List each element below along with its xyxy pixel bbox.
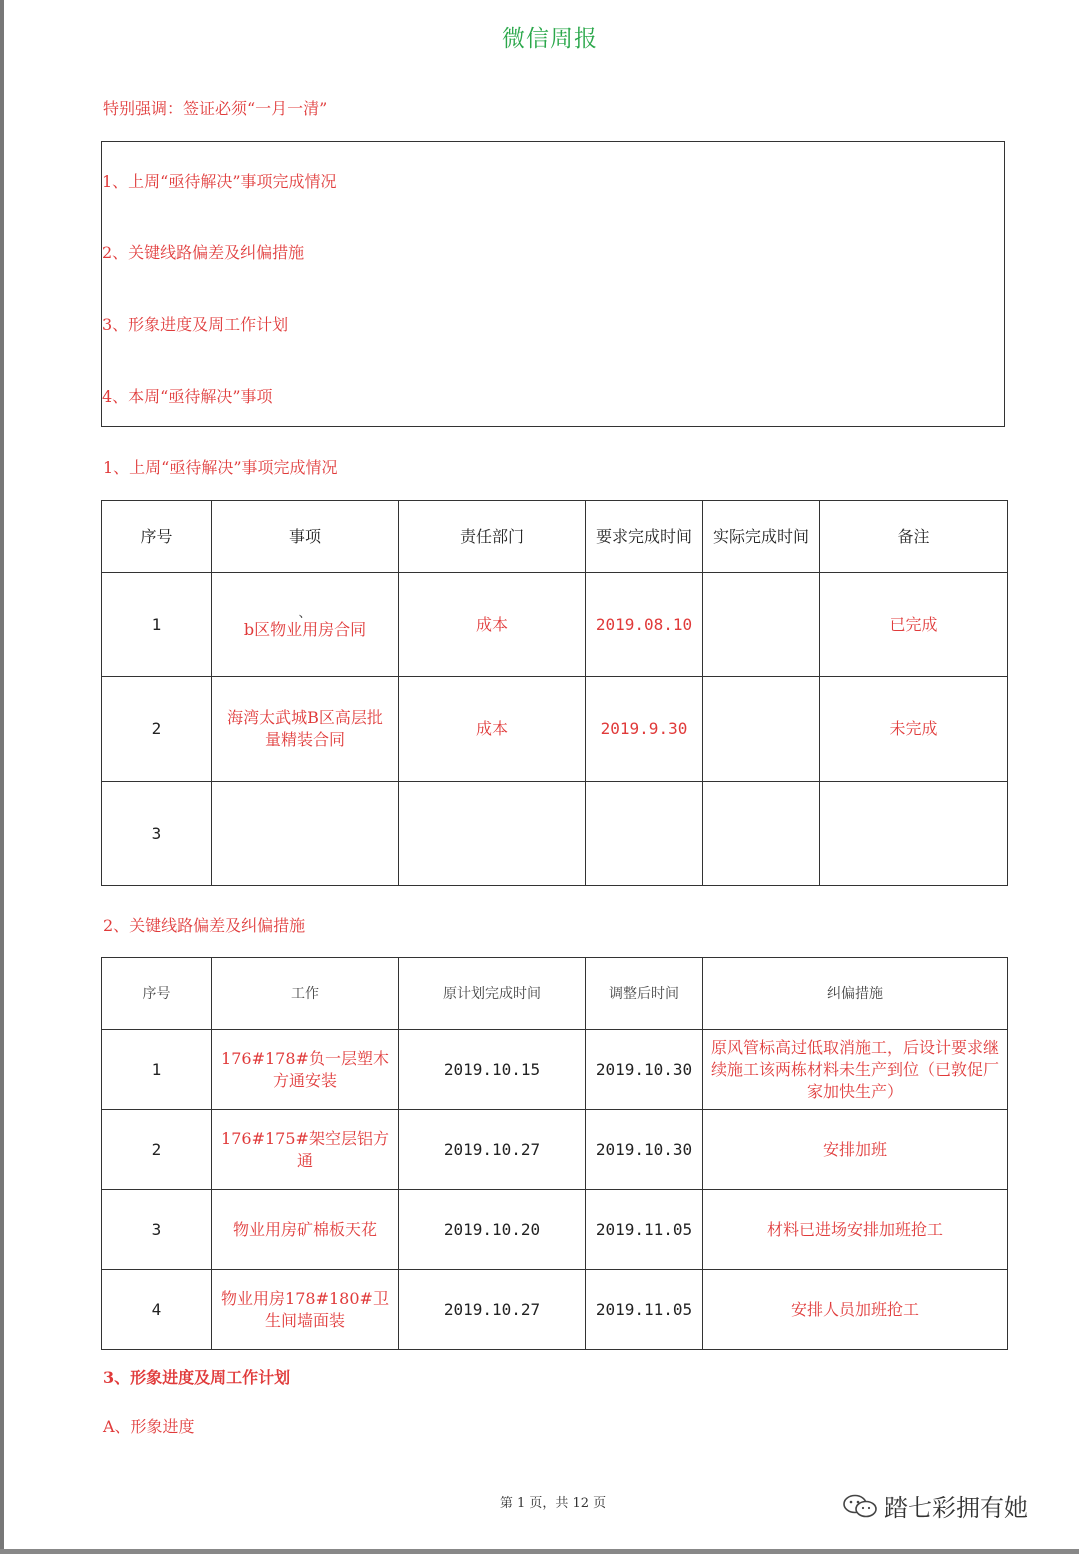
watermark-text: 踏七彩拥有她 — [884, 1494, 1028, 1522]
stray-mark: 、 — [298, 605, 312, 621]
row-number: 2 — [102, 677, 212, 782]
table-header-row — [102, 501, 1008, 573]
header-cell: 序号 — [102, 958, 212, 1030]
row-number: 3 — [102, 782, 212, 886]
measure-cell: 原风管标高过低取消施工，后设计要求继续施工该两栋材料未生产到位（已敦促厂家加快生产） — [703, 1030, 1008, 1110]
row-number: 2 — [102, 1110, 212, 1190]
planned-date-cell: 2019.10.27 — [399, 1110, 586, 1190]
page-bottom-edge — [0, 1549, 1079, 1554]
item-cell — [212, 782, 399, 886]
deviation-table — [101, 957, 1008, 1350]
table-row — [102, 1190, 1008, 1270]
header-cell: 序号 — [102, 501, 212, 573]
header-cell: 要求完成时间 — [586, 501, 703, 573]
page-title: 微信周报 — [502, 26, 598, 52]
adjusted-date-cell: 2019.10.30 — [586, 1110, 703, 1190]
header-cell: 事项 — [212, 501, 399, 573]
header-cell: 责任部门 — [399, 501, 586, 573]
row-number: 4 — [102, 1270, 212, 1350]
dept-cell: 成本 — [399, 573, 586, 677]
actual-date-cell — [703, 573, 820, 677]
section1-heading: 1、上周“亟待解决”事项完成情况 — [103, 458, 338, 477]
item-cell: 海湾太武城B区高层批量精装合同 — [212, 677, 399, 782]
header-cell: 实际完成时间 — [703, 501, 820, 573]
page-footer: 第 1 页，共 12 页 — [499, 1496, 607, 1511]
work-cell: 物业用房178#180#卫生间墙面装 — [212, 1270, 399, 1350]
table-row — [102, 573, 1008, 677]
section2-heading: 2、关键线路偏差及纠偏措施 — [103, 916, 306, 935]
toc-item-3: 3、形象进度及周工作计划 — [102, 315, 289, 334]
pending-items-table — [101, 500, 1008, 886]
due-date-cell: 2019.9.30 — [586, 677, 703, 782]
table-row — [102, 1030, 1008, 1110]
toc-item-4: 4、本周“亟待解决”事项 — [102, 387, 273, 406]
header-cell: 纠偏措施 — [703, 958, 1008, 1030]
emphasis-note: 特别强调：签证必须“一月一清” — [103, 99, 328, 118]
actual-date-cell — [703, 677, 820, 782]
toc-item-1: 1、上周“亟待解决”事项完成情况 — [102, 172, 337, 191]
header-cell: 调整后时间 — [586, 958, 703, 1030]
wechat-icon — [842, 1493, 878, 1519]
planned-date-cell: 2019.10.15 — [399, 1030, 586, 1110]
adjusted-date-cell: 2019.11.05 — [586, 1190, 703, 1270]
note-cell — [820, 782, 1008, 886]
table-row — [102, 677, 1008, 782]
measure-cell: 安排加班 — [703, 1110, 1008, 1190]
planned-date-cell: 2019.10.20 — [399, 1190, 586, 1270]
header-cell: 备注 — [820, 501, 1008, 573]
header-cell: 工作 — [212, 958, 399, 1030]
actual-date-cell — [703, 782, 820, 886]
table-row — [102, 782, 1008, 886]
row-number: 1 — [102, 573, 212, 677]
dept-cell: 成本 — [399, 677, 586, 782]
subsection-a-heading: A、形象进度 — [103, 1417, 195, 1436]
planned-date-cell: 2019.10.27 — [399, 1270, 586, 1350]
work-cell: 物业用房矿棉板天花 — [212, 1190, 399, 1270]
item-cell — [212, 573, 399, 677]
row-number: 1 — [102, 1030, 212, 1110]
note-cell: 已完成 — [820, 573, 1008, 677]
due-date-cell: 2019.08.10 — [586, 573, 703, 677]
table-row — [102, 1110, 1008, 1190]
table-row — [102, 1270, 1008, 1350]
row-number: 3 — [102, 1190, 212, 1270]
dept-cell — [399, 782, 586, 886]
section3-heading: 3、形象进度及周工作计划 — [103, 1368, 291, 1387]
work-cell: 176#178#负一层塑木方通安装 — [212, 1030, 399, 1110]
watermark — [842, 1488, 1028, 1523]
toc-item-2: 2、关键线路偏差及纠偏措施 — [102, 243, 305, 262]
adjusted-date-cell: 2019.11.05 — [586, 1270, 703, 1350]
table-of-contents — [101, 141, 1005, 427]
adjusted-date-cell: 2019.10.30 — [586, 1030, 703, 1110]
header-cell: 原计划完成时间 — [399, 958, 586, 1030]
table-header-row — [102, 958, 1008, 1030]
due-date-cell — [586, 782, 703, 886]
work-cell: 176#175#架空层铝方通 — [212, 1110, 399, 1190]
measure-cell: 材料已进场安排加班抢工 — [703, 1190, 1008, 1270]
note-cell: 未完成 — [820, 677, 1008, 782]
measure-cell: 安排人员加班抢工 — [703, 1270, 1008, 1350]
item-text: b区物业用房合同 — [243, 619, 367, 639]
page-left-edge — [0, 0, 4, 1554]
